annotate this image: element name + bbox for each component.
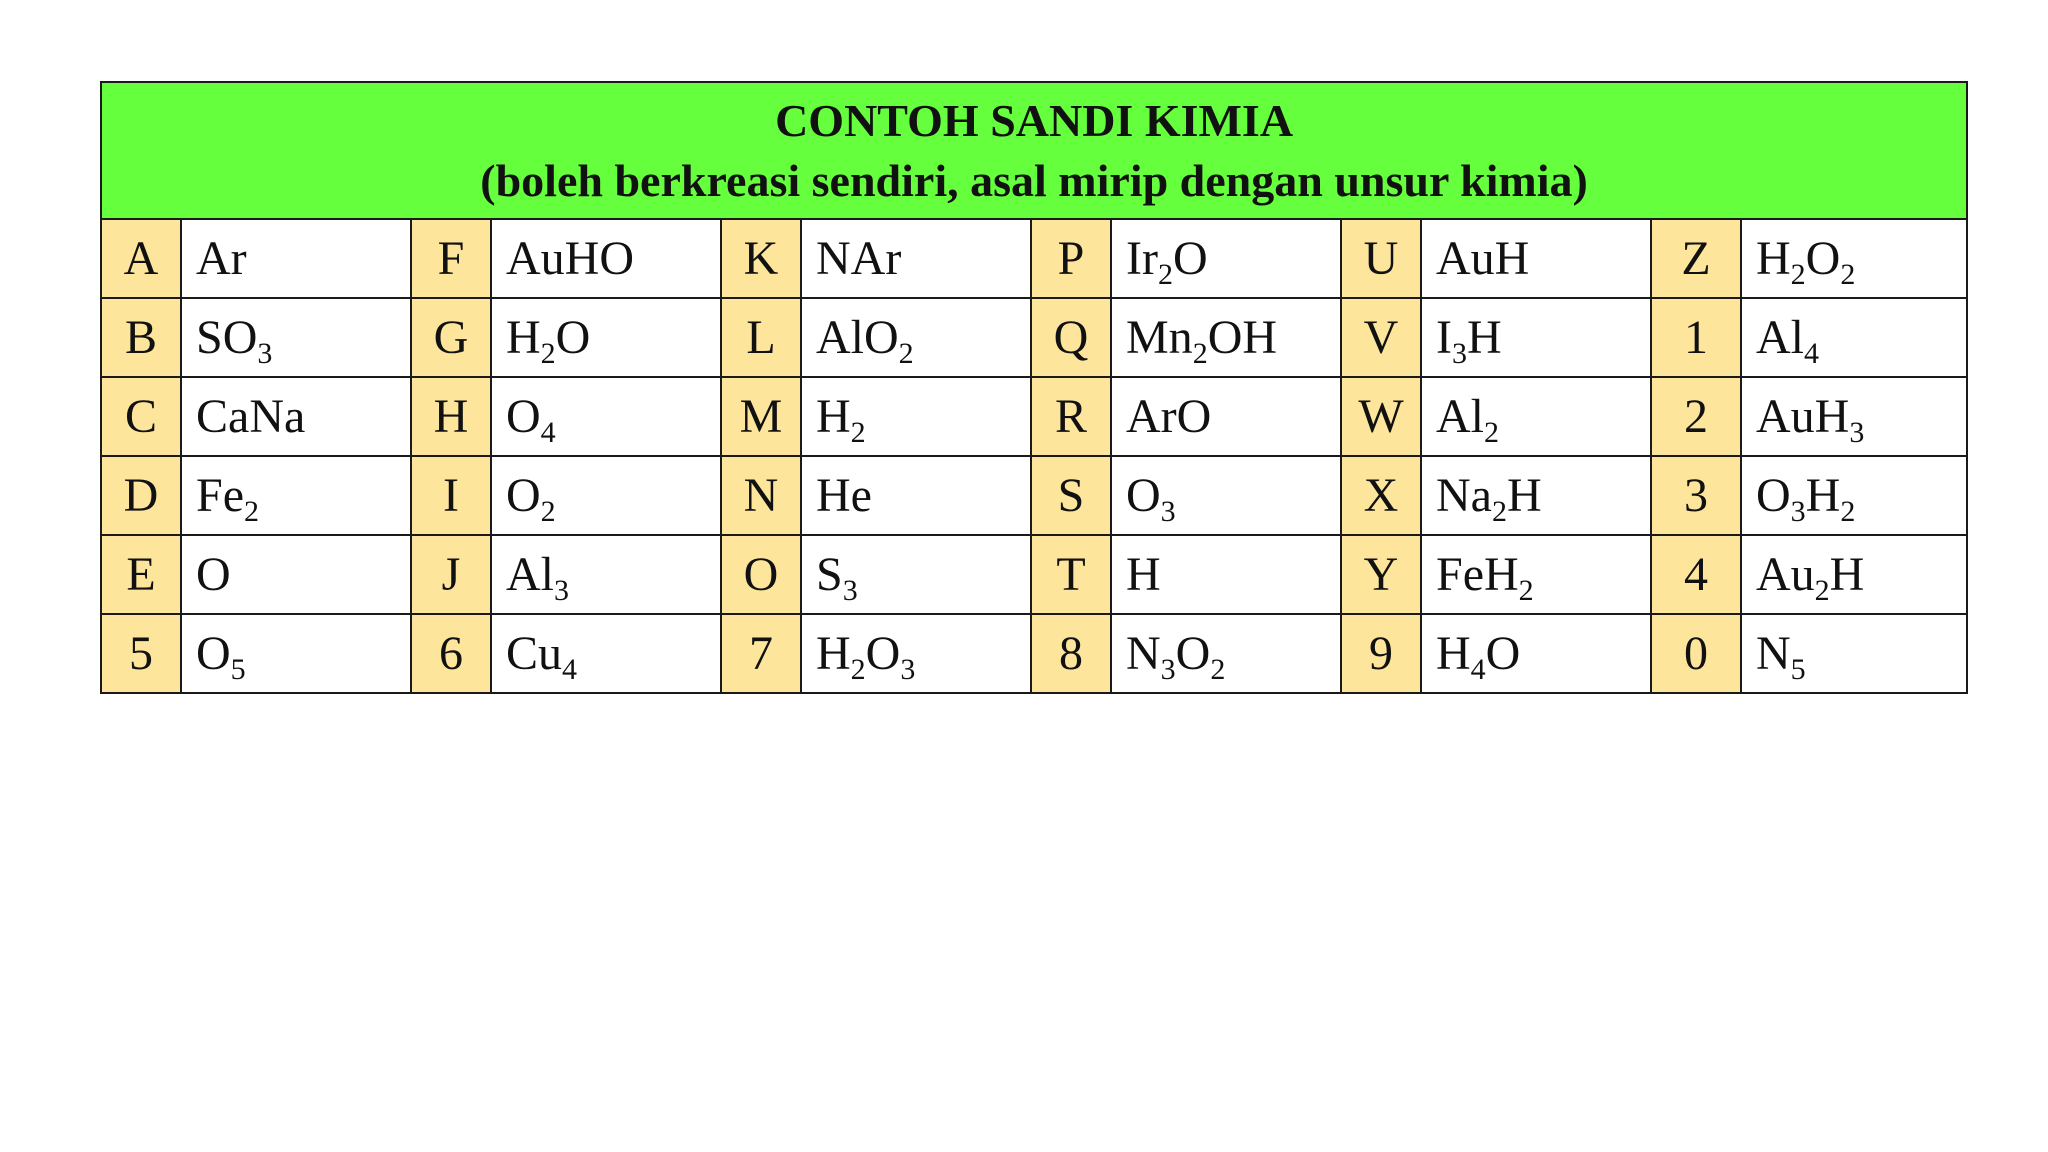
page-title: CONTOH SANDI KIMIA — [775, 94, 1294, 146]
code-key-cell: E — [101, 535, 181, 614]
chemistry-code-sheet — [100, 81, 1966, 694]
table-header — [101, 82, 1967, 219]
code-key-cell: 9 — [1341, 614, 1421, 693]
table-row — [101, 377, 1967, 456]
code-value-cell: $N_5$ — [1741, 614, 1967, 693]
code-value-cell: $Cu_4$ — [491, 614, 721, 693]
code-value-cell: $Na_2H$ — [1421, 456, 1651, 535]
code-value-cell: FeH$_2$ — [1421, 535, 1651, 614]
code-key-cell: 0 — [1651, 614, 1741, 693]
code-key-cell: V — [1341, 298, 1421, 377]
code-key-cell: Q — [1031, 298, 1111, 377]
table-body — [101, 219, 1967, 693]
code-key-cell: 1 — [1651, 298, 1741, 377]
code-key-cell: I — [411, 456, 491, 535]
code-value-cell: $Mn_2OH$ — [1111, 298, 1341, 377]
code-key-cell: U — [1341, 219, 1421, 298]
code-key-cell: 2 — [1651, 377, 1741, 456]
code-value-cell: Ar — [181, 219, 411, 298]
code-value-cell: $O_5$ — [181, 614, 411, 693]
code-key-cell: F — [411, 219, 491, 298]
code-key-cell: M — [721, 377, 801, 456]
code-key-cell: A — [101, 219, 181, 298]
code-value-cell: $N_3O_2$ — [1111, 614, 1341, 693]
code-value-cell: $Au_2H$ — [1741, 535, 1967, 614]
code-value-cell: $S_3$ — [801, 535, 1031, 614]
code-value-cell: $Al_2$ — [1421, 377, 1651, 456]
code-value-cell: AuH$_3$ — [1741, 377, 1967, 456]
code-value-cell: $H_2O_3$ — [801, 614, 1031, 693]
page-subtitle: (boleh berkreasi sendiri, asal mirip dengan unsur kimia) — [480, 154, 1588, 206]
code-key-cell: 6 — [411, 614, 491, 693]
code-value-cell: AlO$_2$ — [801, 298, 1031, 377]
code-value-cell: $O_4$ — [491, 377, 721, 456]
code-key-cell: D — [101, 456, 181, 535]
code-value-cell: $H_2O$ — [491, 298, 721, 377]
code-value-cell: $O_2$ — [491, 456, 721, 535]
code-key-cell: W — [1341, 377, 1421, 456]
code-key-cell: Z — [1651, 219, 1741, 298]
code-value-cell: $Al_3$ — [491, 535, 721, 614]
code-key-cell: C — [101, 377, 181, 456]
code-key-cell: O — [721, 535, 801, 614]
code-key-cell: X — [1341, 456, 1421, 535]
code-key-cell: K — [721, 219, 801, 298]
code-key-cell: 7 — [721, 614, 801, 693]
code-value-cell: $O_3$ — [1111, 456, 1341, 535]
chemistry-code-table — [100, 81, 1968, 694]
code-value-cell: $H_2$ — [801, 377, 1031, 456]
code-value-cell: He — [801, 456, 1031, 535]
code-key-cell: T — [1031, 535, 1111, 614]
code-key-cell: J — [411, 535, 491, 614]
table-row — [101, 535, 1967, 614]
code-value-cell: NAr — [801, 219, 1031, 298]
code-key-cell: B — [101, 298, 181, 377]
code-value-cell: $O_3H_2$ — [1741, 456, 1967, 535]
code-key-cell: S — [1031, 456, 1111, 535]
code-value-cell: $SO_3$ — [181, 298, 411, 377]
code-value-cell: $H_2O_2$ — [1741, 219, 1967, 298]
table-row — [101, 456, 1967, 535]
code-key-cell: 5 — [101, 614, 181, 693]
table-row — [101, 614, 1967, 693]
code-value-cell: H — [1111, 535, 1341, 614]
code-key-cell: H — [411, 377, 491, 456]
code-key-cell: 3 — [1651, 456, 1741, 535]
table-row — [101, 219, 1967, 298]
code-value-cell: $Ir_2O$ — [1111, 219, 1341, 298]
code-value-cell: $Fe_2$ — [181, 456, 411, 535]
code-value-cell: O — [181, 535, 411, 614]
code-value-cell: ArO — [1111, 377, 1341, 456]
code-key-cell: R — [1031, 377, 1111, 456]
code-value-cell: $Al_4$ — [1741, 298, 1967, 377]
code-value-cell: AuH — [1421, 219, 1651, 298]
code-value-cell: AuHO — [491, 219, 721, 298]
code-key-cell: Y — [1341, 535, 1421, 614]
code-value-cell: CaNa — [181, 377, 411, 456]
code-value-cell: $H_4O$ — [1421, 614, 1651, 693]
table-header-row — [101, 82, 1967, 219]
code-key-cell: 4 — [1651, 535, 1741, 614]
code-key-cell: P — [1031, 219, 1111, 298]
table-row — [101, 298, 1967, 377]
code-key-cell: N — [721, 456, 801, 535]
code-key-cell: G — [411, 298, 491, 377]
code-value-cell: $I_3H$ — [1421, 298, 1651, 377]
code-key-cell: 8 — [1031, 614, 1111, 693]
code-key-cell: L — [721, 298, 801, 377]
